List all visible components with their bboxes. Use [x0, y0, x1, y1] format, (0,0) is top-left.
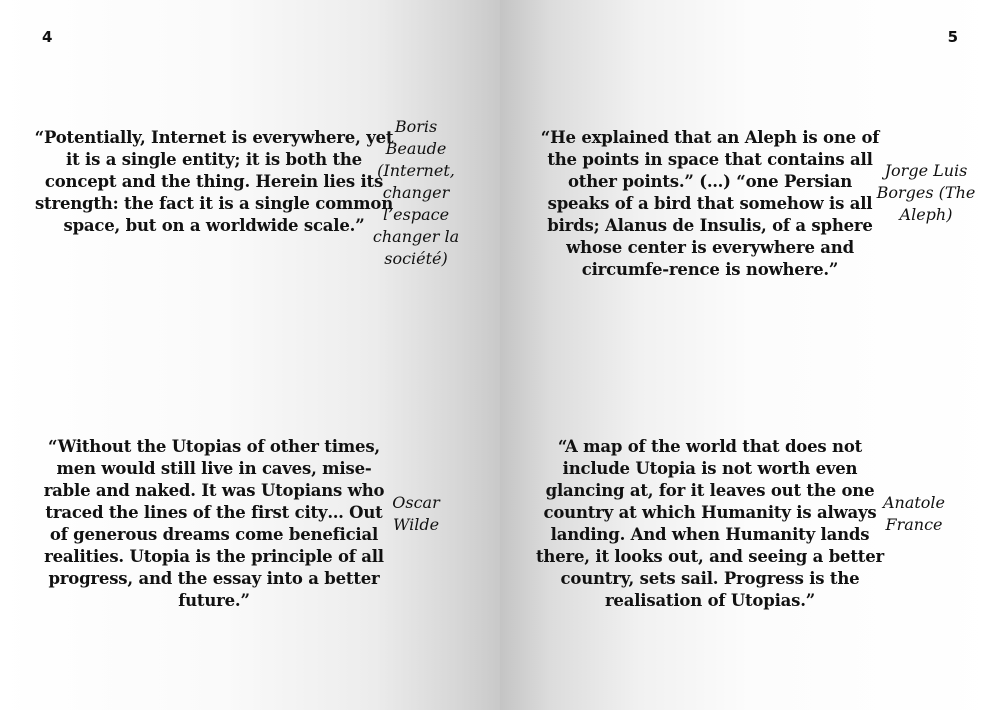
- page-number-right: 5: [947, 28, 958, 46]
- quote-internet: “Potentially, Internet is everywhere, yet it is a single entity; it is both the concept and the thing. Herein lies its strength: the fact it is a single common space, but on a worldwide scale.”: [34, 128, 394, 235]
- author-boris-beaude: Boris Beaude (Internet, changer l’espace changer la société): [372, 117, 460, 268]
- quote-aleph: “He explained that an Aleph is one of the points in space that contains all other points.” (…) “one Persian speaks of a bird that somehow is all birds; Alanus de Insulis, of a sphere whose center is everywhere and circumfe-rence is nowhere.”: [540, 128, 880, 279]
- quote-map-utopia: “A map of the world that does not include Utopia is not worth even glancing at, for it leaves out the one country at which Humanity is always landing. And when Humanity lands there, it looks out, and seeing a better country, sets sail. Progress is the realisation of Utopias.”: [536, 437, 884, 610]
- page-number-left: 4: [42, 28, 53, 46]
- author-oscar-wilde: Oscar Wilde: [392, 493, 440, 534]
- author-borges: Jorge Luis Borges (The Aleph): [876, 161, 976, 224]
- author-anatole-france: Anatole France: [882, 493, 946, 534]
- quote-utopias-wilde: “Without the Utopias of other times, men would still live in caves, mise-rable and naked. It was Utopians who traced the lines of the first city… Out of generous dreams come beneficial realities. Utopia is the principle of all progress, and the essay into a better future.”: [43, 437, 385, 610]
- right-page: [500, 0, 1000, 710]
